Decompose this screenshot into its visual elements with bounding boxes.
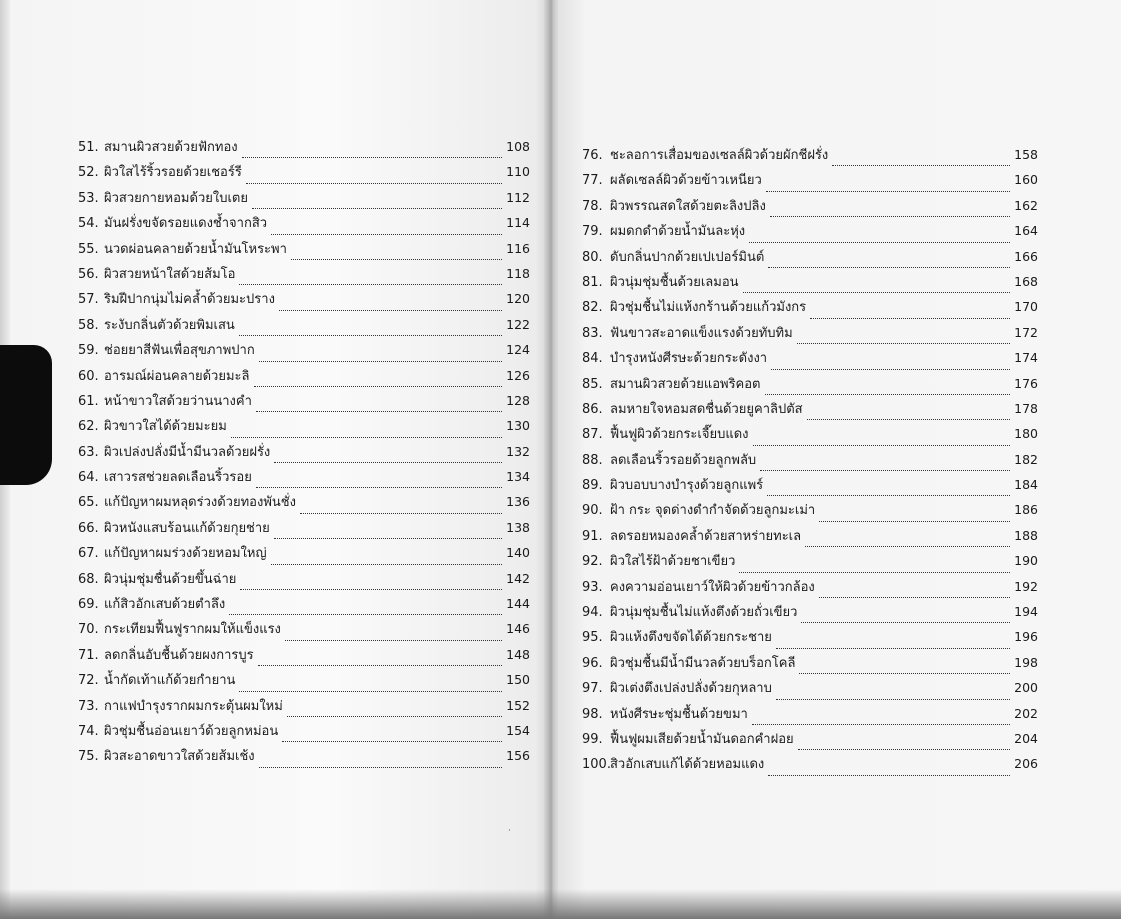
entry-number: 59. [78, 343, 99, 359]
entry-number: 86. [582, 401, 603, 417]
table-surface [0, 889, 1121, 919]
entry-title: สมานผิวสวยด้วยฟักทอง [104, 140, 238, 155]
toc-entry [582, 347, 1038, 372]
entry-number: 81. [582, 274, 603, 290]
toc-entry [78, 542, 530, 567]
entry-title: น้ำกัดเท้าแก้ด้วยกำยาน [104, 673, 236, 689]
dot-leader [819, 521, 1010, 522]
entry-number: 83. [582, 325, 603, 341]
dot-leader [271, 564, 503, 565]
entry-number: 74. [78, 723, 99, 739]
entry-number: 76. [582, 148, 603, 163]
entry-page-number: 150 [506, 672, 530, 688]
dot-leader [256, 411, 502, 412]
entry-page-number: 184 [1014, 477, 1038, 493]
entry-page-number: 144 [506, 596, 530, 612]
toc-list-left [78, 136, 530, 771]
toc-entry [78, 568, 530, 593]
entry-title: ผิวชุ่มชื้นมีน้ำมีนวลด้วยบร็อกโคลี [610, 655, 796, 671]
entry-number: 66. [78, 520, 99, 536]
entry-page-number: 110 [506, 164, 530, 180]
entry-title: ผิวบอบบางบำรุงด้วยลูกแพร์ [610, 478, 764, 494]
entry-page-number: 166 [1014, 248, 1038, 264]
entry-number: 87. [582, 427, 603, 443]
entry-number: 51. [78, 140, 99, 155]
entry-number: 56. [78, 266, 99, 282]
entry-title: ผิวสะอาดขาวใสด้วยส้มเช้ง [104, 749, 255, 765]
entry-page-number: 168 [1014, 273, 1038, 289]
entry-title: เสาวรสช่วยลดเลือนริ้วรอย [104, 470, 252, 486]
entry-title: ลดกลิ่นอับชื้นด้วยผงการบูร [104, 647, 254, 663]
entry-title: สมานผิวสวยด้วยแอพริคอต [610, 376, 761, 392]
toc-entry [78, 745, 530, 770]
entry-title: แก้สิวอักเสบด้วยตำลึง [104, 597, 226, 613]
toc-entry [78, 263, 530, 288]
entry-page-number: 128 [506, 392, 530, 408]
entry-page-number: 132 [506, 443, 530, 459]
dot-leader [765, 394, 1011, 395]
entry-number: 99. [582, 731, 603, 747]
entry-title: ผิวชุ่มชื้นอ่อนเยาว์ด้วยลูกหม่อน [104, 723, 279, 739]
toc-entry [78, 161, 530, 186]
entry-page-number: 134 [506, 469, 530, 485]
entry-title: ผิวเต่งตึงเปล่งปลั่งด้วยกุหลาบ [610, 681, 772, 697]
entry-page-number: 196 [1014, 629, 1038, 645]
entry-number: 70. [78, 622, 99, 638]
entry-page-number: 178 [1014, 400, 1038, 416]
toc-entry [78, 618, 530, 643]
toc-entry [78, 314, 530, 339]
dot-leader [274, 538, 502, 539]
entry-title: ผมดกดำด้วยน้ำมันละหุ่ง [610, 224, 746, 240]
dot-leader [239, 691, 502, 692]
entry-page-number: 176 [1014, 375, 1038, 391]
entry-page-number: 180 [1014, 426, 1038, 442]
toc-entry [582, 220, 1038, 245]
entry-title: ฟันขาวสะอาดแข็งแรงด้วยทับทิม [610, 325, 793, 341]
dot-leader [259, 361, 502, 362]
toc-list-right [582, 144, 1038, 779]
dot-leader [752, 724, 1010, 725]
entry-page-number: 202 [1014, 705, 1038, 721]
toc-entry [78, 491, 530, 516]
left-page [0, 0, 552, 919]
toc-entry [582, 601, 1038, 626]
entry-title: ระงับกลิ่นตัวด้วยพิมเสน [104, 317, 235, 333]
entry-number: 80. [582, 249, 603, 265]
entry-title: ผิวชุ่มชื้นไม่แห้งกร้านด้วยแก้วมังกร [610, 300, 807, 316]
toc-entry [582, 296, 1038, 321]
entry-title: กาแฟบำรุงรากผมกระตุ้นผมใหม่ [104, 698, 283, 714]
toc-entry [582, 373, 1038, 398]
entry-page-number: 136 [506, 494, 530, 510]
dot-leader [776, 648, 1010, 649]
toc-entry [582, 169, 1038, 194]
toc-entry [582, 677, 1038, 702]
dot-leader [259, 767, 503, 768]
dot-leader [760, 470, 1010, 471]
toc-entry [582, 525, 1038, 550]
entry-page-number: 188 [1014, 527, 1038, 543]
toc-entry [582, 322, 1038, 347]
toc-entry [78, 390, 530, 415]
entry-title: อารมณ์ผ่อนคลายด้วยมะลิ [104, 368, 250, 384]
entry-page-number: 118 [506, 265, 530, 281]
dot-leader [739, 572, 1010, 573]
entry-title: ผิวขาวใสได้ด้วยมะยม [104, 419, 227, 435]
dot-leader [252, 208, 502, 209]
toc-entry [582, 550, 1038, 575]
entry-number: 69. [78, 597, 99, 613]
dot-leader [797, 343, 1010, 344]
toc-entry [582, 144, 1038, 169]
entry-title: หน้าขาวใสด้วยว่านนางคำ [104, 393, 252, 409]
dot-leader [242, 157, 503, 158]
entry-title: ริมฝีปากนุ่มไม่คล้ำด้วยมะปราง [104, 292, 275, 308]
entry-number: 67. [78, 546, 99, 562]
dot-leader [801, 622, 1010, 623]
entry-title: ผิวเปล่งปลั่งมีน้ำมีนวลด้วยฝรั่ง [104, 444, 271, 460]
entry-page-number: 108 [506, 139, 530, 154]
entry-number: 97. [582, 681, 603, 697]
entry-page-number: 126 [506, 367, 530, 383]
dot-leader [743, 292, 1011, 293]
dot-leader [767, 495, 1010, 496]
entry-page-number: 130 [506, 418, 530, 434]
toc-entry [582, 423, 1038, 448]
dot-leader [770, 216, 1010, 217]
dot-leader [753, 445, 1011, 446]
entry-page-number: 122 [506, 316, 530, 332]
entry-number: 58. [78, 317, 99, 333]
entry-title: ช่อยยาสีฟันเพื่อสุขภาพปาก [104, 343, 255, 359]
entry-number: 98. [582, 706, 603, 722]
entry-page-number: 114 [506, 215, 530, 231]
dot-leader [766, 191, 1010, 192]
page-folio: · [508, 826, 511, 836]
entry-page-number: 186 [1014, 502, 1038, 518]
toc-entry [78, 136, 530, 161]
dot-leader [274, 462, 502, 463]
dot-leader [300, 513, 502, 514]
entry-number: 65. [78, 495, 99, 511]
toc-entry [78, 669, 530, 694]
entry-page-number: 170 [1014, 299, 1038, 315]
dot-leader [239, 335, 502, 336]
entry-number: 100. [582, 757, 611, 773]
entry-number: 75. [78, 749, 99, 765]
dot-leader [256, 487, 502, 488]
entry-page-number: 172 [1014, 324, 1038, 340]
entry-page-number: 158 [1014, 147, 1038, 162]
toc-entry [78, 415, 530, 440]
toc-entry [78, 288, 530, 313]
entry-title: ลดรอยหมองคล้ำด้วยสาหร่ายทะเล [610, 528, 802, 544]
entry-number: 62. [78, 419, 99, 435]
toc-entry [582, 474, 1038, 499]
entry-title: สิวอักเสบแก้ได้ด้วยหอมแดง [610, 757, 765, 773]
dot-leader [799, 673, 1010, 674]
dot-leader [819, 597, 1010, 598]
entry-page-number: 192 [1014, 578, 1038, 594]
entry-page-number: 160 [1014, 172, 1038, 188]
entry-number: 89. [582, 478, 603, 494]
entry-title: ฟื้นฟูผมเสียด้วยน้ำมันดอกคำฝอย [610, 731, 794, 747]
toc-entry [78, 695, 530, 720]
toc-entry [582, 449, 1038, 474]
entry-number: 96. [582, 655, 603, 671]
dot-leader [291, 259, 502, 260]
dot-leader [287, 716, 502, 717]
entry-number: 88. [582, 452, 603, 468]
bookmark-tab [0, 345, 52, 485]
entry-title: ดับกลิ่นปากด้วยเปเปอร์มินต์ [610, 249, 765, 265]
entry-title: ฟื้นฟูผิวด้วยกระเจี๊ยบแดง [610, 427, 749, 443]
dot-leader [240, 589, 502, 590]
dot-leader [282, 741, 502, 742]
entry-page-number: 200 [1014, 680, 1038, 696]
dot-leader [285, 640, 502, 641]
toc-entry [78, 644, 530, 669]
toc-entry [582, 271, 1038, 296]
toc-entry [78, 339, 530, 364]
entry-page-number: 116 [506, 240, 530, 256]
entry-title: ลดเลือนริ้วรอยด้วยลูกพลับ [610, 452, 757, 468]
entry-title: มันฝรั่งขจัดรอยแดงช้ำจากสิว [104, 216, 268, 232]
entry-number: 57. [78, 292, 99, 308]
entry-title: ฝ้า กระ จุดด่างดำกำจัดด้วยลูกมะเม่า [610, 503, 816, 519]
entry-page-number: 182 [1014, 451, 1038, 467]
dot-leader [246, 183, 502, 184]
toc-entry [582, 728, 1038, 753]
dot-leader [271, 234, 502, 235]
entry-number: 82. [582, 300, 603, 316]
toc-entry [582, 195, 1038, 220]
entry-page-number: 152 [506, 697, 530, 713]
toc-entry [582, 398, 1038, 423]
entry-page-number: 112 [506, 189, 530, 205]
entry-page-number: 190 [1014, 553, 1038, 569]
entry-number: 73. [78, 698, 99, 714]
entry-number: 94. [582, 605, 603, 621]
entry-page-number: 164 [1014, 223, 1038, 239]
entry-number: 93. [582, 579, 603, 595]
entry-page-number: 120 [506, 291, 530, 307]
dot-leader [231, 437, 502, 438]
entry-title: คงความอ่อนเยาว์ให้ผิวด้วยข้าวกล้อง [610, 579, 815, 595]
entry-page-number: 138 [506, 519, 530, 535]
entry-title: ผิวนุ่มชุ่มชื่นด้วยขึ้นฉ่าย [104, 571, 237, 587]
entry-page-number: 206 [1014, 756, 1038, 772]
entry-title: ผิวสวยหน้าใสด้วยส้มโอ [104, 266, 236, 282]
toc-entry [78, 517, 530, 542]
toc-entry [78, 593, 530, 618]
entry-number: 95. [582, 630, 603, 646]
entry-title: ผิวสวยกายหอมด้วยใบเตย [104, 190, 248, 206]
toc-entry [78, 720, 530, 745]
toc-entry [78, 466, 530, 491]
toc-entry [78, 365, 530, 390]
entry-number: 61. [78, 393, 99, 409]
entry-number: 55. [78, 241, 99, 257]
entry-number: 64. [78, 470, 99, 486]
entry-title: ผิวหนังแสบร้อนแก้ด้วยกุยช่าย [104, 520, 270, 536]
entry-title: ผิวใสไร้ฝ้าด้วยชาเขียว [610, 554, 736, 570]
toc-entry [582, 703, 1038, 728]
dot-leader [776, 699, 1010, 700]
entry-page-number: 174 [1014, 350, 1038, 366]
entry-title: แก้ปัญหาผมร่วงด้วยหอมใหญ่ [104, 546, 267, 562]
entry-number: 68. [78, 571, 99, 587]
entry-number: 79. [582, 224, 603, 240]
entry-number: 52. [78, 165, 99, 181]
entry-number: 92. [582, 554, 603, 570]
entry-page-number: 154 [506, 722, 530, 738]
dot-leader [254, 386, 503, 387]
entry-title: ชะลอการเสื่อมของเซลล์ผิวด้วยผักชีฝรั่ง [610, 148, 829, 163]
entry-number: 63. [78, 444, 99, 460]
dot-leader [771, 369, 1010, 370]
dot-leader [229, 614, 502, 615]
entry-number: 78. [582, 198, 603, 214]
entry-title: ผิวแห้งตึงขจัดได้ด้วยกระชาย [610, 630, 772, 646]
entry-page-number: 198 [1014, 654, 1038, 670]
toc-entry [78, 238, 530, 263]
entry-title: กระเทียมฟื้นฟูรากผมให้แข็งแรง [104, 622, 281, 638]
entry-number: 60. [78, 368, 99, 384]
entry-title: ลมหายใจหอมสดชื่นด้วยยูคาลิปตัส [610, 401, 803, 417]
entry-number: 91. [582, 528, 603, 544]
entry-page-number: 142 [506, 570, 530, 586]
toc-entry [582, 246, 1038, 271]
toc-entry [78, 187, 530, 212]
toc-entry [582, 499, 1038, 524]
dot-leader [279, 310, 502, 311]
entry-number: 72. [78, 673, 99, 689]
entry-page-number: 124 [506, 342, 530, 358]
toc-entry [582, 652, 1038, 677]
entry-page-number: 140 [506, 545, 530, 561]
dot-leader [768, 267, 1010, 268]
dot-leader [810, 318, 1010, 319]
toc-entry [78, 212, 530, 237]
entry-title: แก้ปัญหาผมหลุดร่วงด้วยทองพันชั่ง [104, 495, 296, 511]
entry-number: 90. [582, 503, 603, 519]
entry-page-number: 162 [1014, 197, 1038, 213]
entry-page-number: 194 [1014, 604, 1038, 620]
dot-leader [749, 242, 1010, 243]
entry-title: ผลัดเซลล์ผิวด้วยข้าวเหนียว [610, 173, 762, 189]
dot-leader [768, 775, 1010, 776]
entry-page-number: 204 [1014, 730, 1038, 746]
toc-entry [582, 576, 1038, 601]
dot-leader [258, 665, 503, 666]
entry-title: ผิวนุ่มชุ่มชื้นไม่แห้งตึงด้วยถั่วเขียว [610, 605, 798, 621]
dot-leader [832, 165, 1010, 166]
toc-entry [582, 753, 1038, 778]
entry-page-number: 148 [506, 646, 530, 662]
entry-title: ผิวนุ่มชุ่มชื้นด้วยเลมอน [610, 274, 739, 290]
entry-title: นวดผ่อนคลายด้วยน้ำมันโหระพา [104, 241, 287, 257]
entry-number: 53. [78, 190, 99, 206]
entry-number: 54. [78, 216, 99, 232]
entry-title: ผิวพรรณสดใสด้วยตะลิงปลิง [610, 198, 766, 214]
entry-page-number: 156 [506, 748, 530, 764]
entry-title: ผิวใสไร้ริ้วรอยด้วยเชอร์รี [104, 165, 242, 181]
toc-entry [582, 626, 1038, 651]
dot-leader [805, 546, 1010, 547]
entry-page-number: 146 [506, 621, 530, 637]
entry-number: 77. [582, 173, 603, 189]
dot-leader [807, 419, 1011, 420]
entry-number: 84. [582, 351, 603, 367]
entry-number: 85. [582, 376, 603, 392]
dot-leader [798, 749, 1011, 750]
entry-number: 71. [78, 647, 99, 663]
dot-leader [239, 284, 502, 285]
entry-title: หนังศีรษะชุ่มชื้นด้วยขมา [610, 706, 748, 722]
entry-title: บำรุงหนังศีรษะด้วยกระดังงา [610, 351, 768, 367]
toc-entry [78, 441, 530, 466]
